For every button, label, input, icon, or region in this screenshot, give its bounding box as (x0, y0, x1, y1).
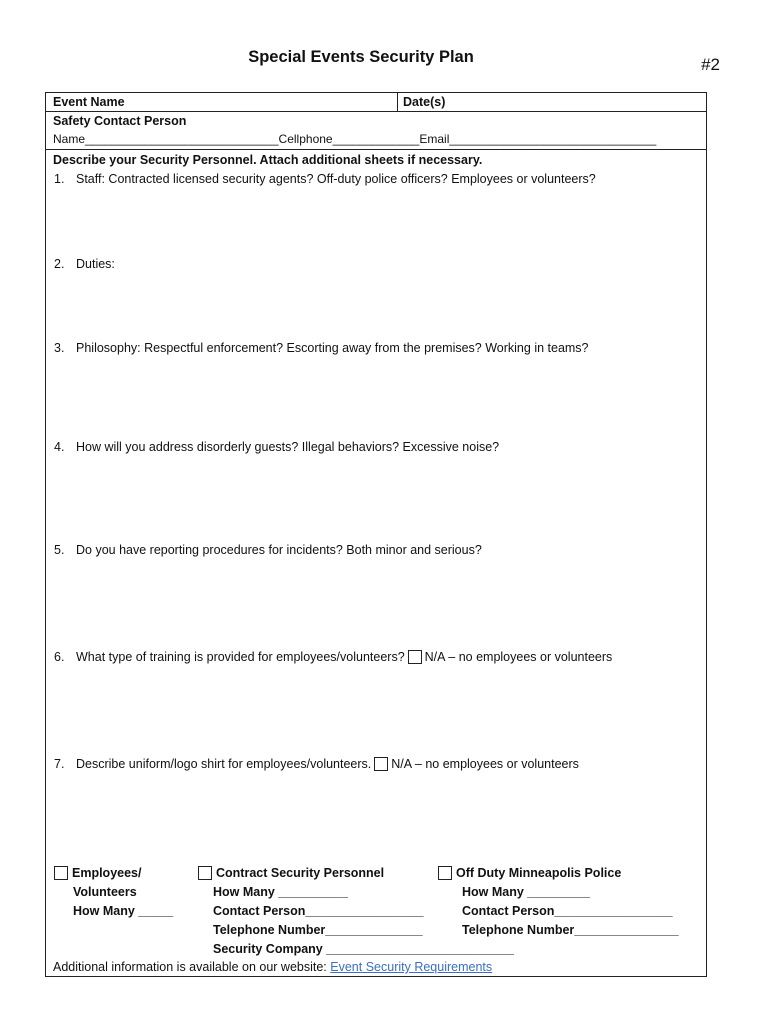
contract-security-checkbox[interactable] (198, 866, 212, 880)
na-label: N/A – no employees or volunteers (391, 757, 579, 771)
question-text: How will you address disorderly guests? Illegal behaviors? Excessive noise? (76, 440, 500, 454)
contact-fields-line[interactable]: Name_____________________________Cellphone_____________Email_______________________________ (53, 132, 657, 146)
question-text: Do you have reporting procedures for incidents? Both minor and serious? (76, 543, 482, 557)
contact-heading: Safety Contact Person (53, 114, 187, 128)
event-security-link[interactable]: Event Security Requirements (330, 960, 493, 974)
question-number: 2. (54, 257, 65, 271)
question-7[interactable] (54, 757, 579, 771)
dates-field[interactable]: Date(s) (403, 95, 446, 109)
na-label: N/A – no employees or volunteers (424, 650, 613, 664)
employees-label: Employees/ (72, 866, 142, 880)
employees-checkbox[interactable] (54, 866, 68, 880)
na-checkbox[interactable] (408, 650, 422, 664)
police-how-many[interactable]: How Many _________ (462, 885, 590, 899)
contract-how-many[interactable]: How Many __________ (213, 885, 348, 899)
question-number: 1. (54, 172, 65, 186)
question-4[interactable] (54, 440, 499, 454)
question-text: Philosophy: Respectful enforcement? Escorting away from the premises? Working in teams? (76, 341, 589, 355)
question-text: Duties: (76, 257, 115, 271)
footer-text: Additional information is available on our website: (53, 960, 327, 974)
question-number: 6. (54, 650, 65, 664)
contract-security-label: Contract Security Personnel (216, 866, 385, 880)
question-5[interactable] (54, 543, 482, 557)
contact-row (46, 112, 706, 150)
question-6[interactable] (54, 650, 612, 664)
question-text: Staff: Contracted licensed security agents? Off-duty police officers? Employees or volunteers? (76, 172, 596, 186)
police-checkbox[interactable] (438, 866, 452, 880)
contract-contact-person[interactable]: Contact Person_________________ (213, 904, 424, 918)
volunteers-label: Volunteers (73, 885, 137, 899)
contract-telephone[interactable]: Telephone Number______________ (213, 923, 423, 937)
event-row-divider (397, 93, 398, 112)
question-text: What type of training is provided for employees/volunteers? (76, 650, 405, 664)
question-number: 4. (54, 440, 65, 454)
event-name-field[interactable]: Event Name (53, 95, 125, 109)
page-number: #2 (701, 55, 720, 74)
question-number: 5. (54, 543, 65, 557)
police-option (438, 864, 679, 940)
police-telephone[interactable]: Telephone Number_______________ (462, 923, 679, 937)
personnel-heading: Describe your Security Personnel. Attach additional sheets if necessary. (53, 153, 483, 167)
question-text: Describe uniform/logo shirt for employees/volunteers. (76, 757, 372, 771)
footer-note (53, 960, 492, 974)
security-plan-form (45, 92, 707, 977)
na-checkbox[interactable] (374, 757, 388, 771)
employees-how-many[interactable]: How Many _____ (73, 904, 174, 918)
question-number: 7. (54, 757, 65, 771)
question-number: 3. (54, 341, 65, 355)
police-contact-person[interactable]: Contact Person_________________ (462, 904, 673, 918)
question-2[interactable] (54, 257, 115, 271)
contract-security-company[interactable]: Security Company ___________________________ (213, 942, 514, 956)
employees-option (54, 864, 173, 921)
question-1[interactable] (54, 172, 596, 186)
event-row (46, 93, 706, 112)
question-3[interactable] (54, 341, 589, 355)
police-label: Off Duty Minneapolis Police (456, 866, 622, 880)
page-title: Special Events Security Plan (248, 48, 474, 66)
